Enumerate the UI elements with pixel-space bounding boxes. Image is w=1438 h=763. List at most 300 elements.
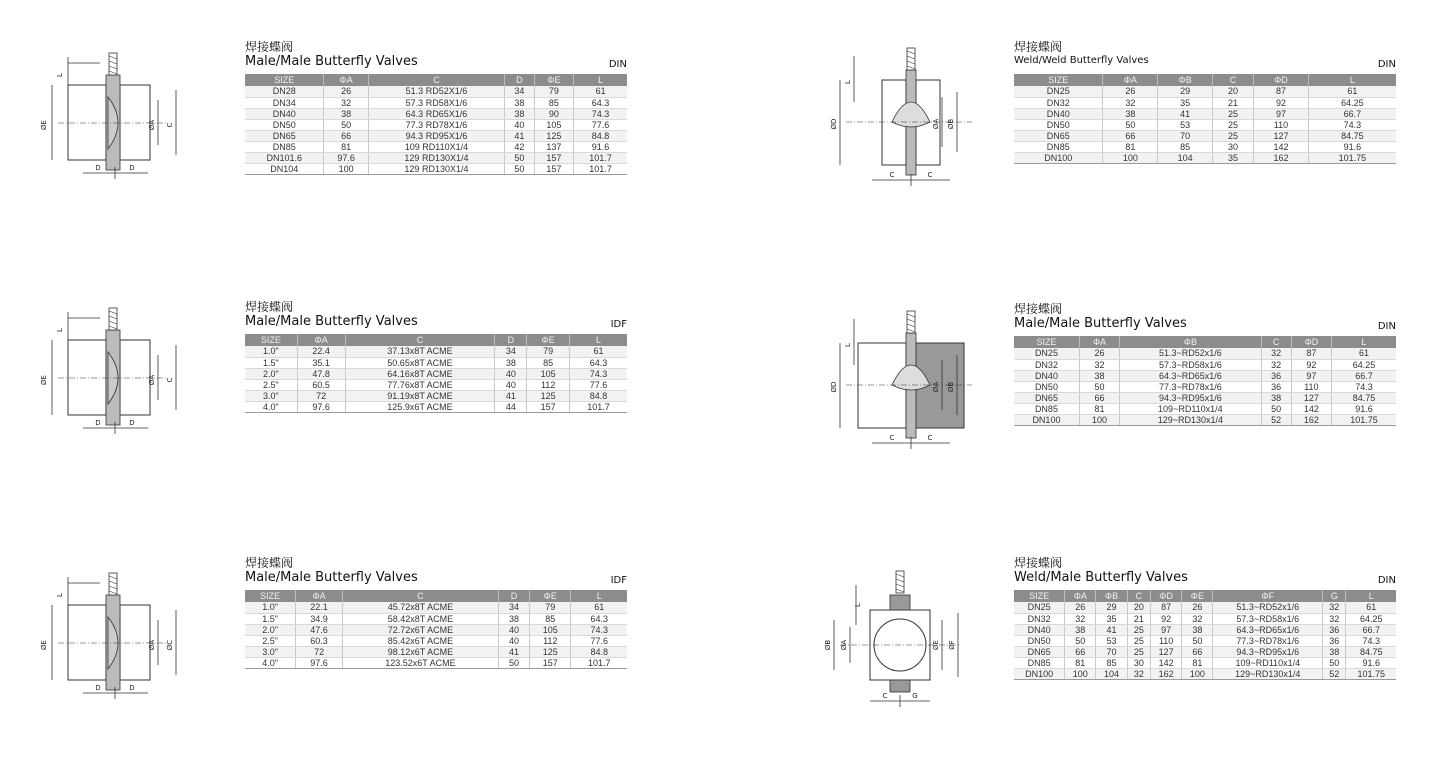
table-cell: DN100 [1014, 668, 1065, 679]
column-header: ΦE [534, 74, 574, 86]
column-header: L [571, 590, 627, 602]
table-cell: 79 [534, 86, 574, 97]
spec-block [1014, 302, 1396, 426]
table-cell: 58.42x8T ACME [342, 613, 498, 624]
column-header: ΦA [324, 74, 368, 86]
table-cell: DN101.6 [245, 152, 324, 163]
table-cell: 34 [498, 602, 529, 613]
table-cell: 40 [495, 368, 527, 379]
table-cell: 45.72x8T ACME [342, 602, 498, 613]
table-cell: 77.6 [574, 119, 627, 130]
table-cell: 4.0" [245, 657, 296, 668]
dimension-label: L [844, 343, 852, 347]
drawing-svg [832, 42, 982, 187]
column-header: L [1332, 336, 1396, 348]
table-cell: DN25 [1014, 602, 1065, 613]
table-cell: 66.7 [1346, 624, 1396, 635]
header-row [245, 590, 627, 602]
table-cell: 100 [1103, 152, 1158, 163]
column-header: ΦD [1291, 336, 1331, 348]
title-english: Male/Male Butterfly Valves [245, 54, 418, 69]
dimension-label: ØF [948, 640, 956, 650]
table-row [245, 646, 627, 657]
table-cell: 2.0" [245, 624, 296, 635]
table-cell: 29 [1158, 86, 1213, 97]
table-cell: 41 [505, 130, 535, 141]
column-header: ΦE [527, 334, 570, 346]
table-cell: 25 [1127, 635, 1150, 646]
column-header: ΦA [296, 590, 343, 602]
table-cell: 35 [1158, 97, 1213, 108]
table-row [245, 152, 627, 163]
block-title [245, 556, 627, 590]
table-cell: 32 [1127, 668, 1150, 679]
dimension-label: C [889, 434, 895, 442]
table-cell: DN85 [245, 141, 324, 152]
valve-body-right [120, 340, 150, 415]
column-header: L [574, 74, 627, 86]
table-cell: 91.19x8T ACME [345, 390, 495, 401]
column-header: SIZE [245, 590, 296, 602]
table-cell: 125 [530, 646, 571, 657]
dimension-label: C [166, 377, 174, 383]
table-cell: 157 [534, 163, 574, 174]
table-cell: 110 [1291, 381, 1331, 392]
table-cell: 125.9x6T ACME [345, 401, 495, 412]
table-cell: 92 [1254, 97, 1309, 108]
spec-table [245, 590, 627, 669]
table-cell: 74.3 [1308, 119, 1396, 130]
table-cell: 101.75 [1346, 668, 1396, 679]
table-cell: 92 [1151, 613, 1182, 624]
table-cell: 97.6 [324, 152, 368, 163]
table-cell: 162 [1254, 152, 1309, 163]
table-cell: 4.0" [245, 401, 297, 412]
column-header: D [505, 74, 535, 86]
table-cell: 64.3 [574, 97, 627, 108]
title-english: Weld/Weld Butterfly Valves [1014, 55, 1149, 66]
table-row [245, 401, 627, 412]
header-row [245, 334, 627, 346]
table-row [1014, 668, 1396, 679]
table-cell: 77.6 [571, 635, 627, 646]
column-header: ΦA [1103, 74, 1158, 86]
table-cell: 38 [495, 357, 527, 368]
table-row [245, 108, 627, 119]
valve-foot [890, 680, 910, 692]
standard-label: DIN [1377, 59, 1396, 70]
standard-label: IDF [610, 575, 627, 586]
table-cell: 77.3 RD78X1/6 [368, 119, 504, 130]
table-cell: 36 [1323, 635, 1346, 646]
table-cell: 50.65x8T ACME [345, 357, 495, 368]
table-cell: 77.76x8T ACME [345, 379, 495, 390]
table-row [245, 624, 627, 635]
table-cell: 70 [1158, 130, 1213, 141]
table-cell: 64.3~RD65x1/6 [1213, 624, 1323, 635]
table-cell: 57.3 RD58X1/6 [368, 97, 504, 108]
table-cell: 101.7 [571, 657, 627, 668]
dimension-label: D [129, 684, 135, 692]
column-header: ΦD [1254, 74, 1309, 86]
table-cell: 101.75 [1332, 414, 1396, 425]
table-cell: 22.1 [296, 602, 343, 613]
dimension-label: D [129, 419, 135, 427]
table-cell: 85 [530, 613, 571, 624]
dimension-label: L [854, 603, 862, 607]
standard-label: DIN [1377, 575, 1396, 586]
table-cell: 60.5 [297, 379, 345, 390]
table-cell: 77.3~RD78x1/6 [1213, 635, 1323, 646]
table-cell: 72.72x6T ACME [342, 624, 498, 635]
table-cell: 34 [505, 86, 535, 97]
table-cell: 81 [1182, 657, 1213, 668]
dimension-label: D [95, 684, 101, 692]
table-cell: 50 [505, 152, 535, 163]
table-cell: 36 [1261, 381, 1291, 392]
table-cell: 30 [1213, 141, 1254, 152]
table-cell: 74.3 [569, 368, 627, 379]
header-row [245, 74, 627, 86]
table-cell: 85 [527, 357, 570, 368]
dimension-label: ØA [840, 639, 848, 651]
table-cell: 26 [1182, 602, 1213, 613]
table-cell: 109~RD110x1/4 [1213, 657, 1323, 668]
column-header: G [1323, 590, 1346, 602]
table-cell: 38 [1103, 108, 1158, 119]
table-cell: 32 [324, 97, 368, 108]
header-row [1014, 74, 1396, 86]
table-cell: 91.6 [574, 141, 627, 152]
table-cell: 85 [1158, 141, 1213, 152]
table-cell: 25 [1213, 119, 1254, 130]
column-header: SIZE [245, 334, 297, 346]
table-cell: 101.7 [574, 152, 627, 163]
table-row [1014, 359, 1396, 370]
spec-table [1014, 336, 1396, 426]
valve-neck [890, 595, 910, 610]
table-cell: 40 [505, 119, 535, 130]
table-cell: 112 [527, 379, 570, 390]
table-cell: DN65 [1014, 130, 1103, 141]
table-cell: 81 [1079, 403, 1119, 414]
table-cell: 61 [1332, 348, 1396, 359]
column-header: ΦD [1151, 590, 1182, 602]
table-cell: 66 [1065, 646, 1096, 657]
table-row [1014, 403, 1396, 414]
block-title [245, 300, 627, 334]
title-english: Male/Male Butterfly Valves [1014, 316, 1187, 331]
table-row [1014, 613, 1396, 624]
table-cell: 74.3 [571, 624, 627, 635]
spec-block [1014, 40, 1396, 164]
table-cell: 38 [1261, 392, 1291, 403]
table-cell: 2.5" [245, 379, 297, 390]
column-header: C [1127, 590, 1150, 602]
table-row [1014, 130, 1396, 141]
table-cell: 41 [498, 646, 529, 657]
table-cell: 74.3 [1346, 635, 1396, 646]
table-row [245, 86, 627, 97]
table-cell: 40 [495, 379, 527, 390]
dimension-label: ØD [830, 118, 838, 130]
table-cell: 84.8 [569, 390, 627, 401]
table-cell: 1.5" [245, 357, 297, 368]
table-cell: 50 [1079, 381, 1119, 392]
table-cell: DN50 [1014, 635, 1065, 646]
table-cell: 127 [1254, 130, 1309, 141]
table-cell: 101.75 [1308, 152, 1396, 163]
table-cell: 51.3~RD52x1/6 [1120, 348, 1261, 359]
column-header: L [1346, 590, 1396, 602]
table-row [1014, 414, 1396, 425]
table-cell: DN100 [1014, 152, 1103, 163]
table-row [245, 141, 627, 152]
table-cell: 104 [1158, 152, 1213, 163]
table-cell: 87 [1151, 602, 1182, 613]
spec-table [245, 74, 627, 175]
table-cell: 109~RD110x1/4 [1120, 403, 1261, 414]
table-cell: 105 [534, 119, 574, 130]
table-cell: 38 [1079, 370, 1119, 381]
table-cell: 66 [1103, 130, 1158, 141]
table-cell: 142 [1254, 141, 1309, 152]
table-cell: 70 [1096, 646, 1127, 657]
table-cell: 81 [1103, 141, 1158, 152]
table-cell: 47.8 [297, 368, 345, 379]
table-cell: 25 [1213, 130, 1254, 141]
table-cell: 110 [1151, 635, 1182, 646]
table-cell: 87 [1291, 348, 1331, 359]
table-cell: DN40 [245, 108, 324, 119]
title-chinese: 焊接蝶阀 [245, 556, 294, 570]
table-cell: DN32 [1014, 613, 1065, 624]
table-cell: 52 [1323, 668, 1346, 679]
table-cell: 100 [1065, 668, 1096, 679]
column-header: C [1261, 336, 1291, 348]
column-header: ΦF [1213, 590, 1323, 602]
column-header: SIZE [1014, 336, 1079, 348]
table-cell: 125 [527, 390, 570, 401]
table-cell: 25 [1213, 108, 1254, 119]
table-cell: 97 [1291, 370, 1331, 381]
table-cell: 50 [1323, 657, 1346, 668]
column-header: C [1213, 74, 1254, 86]
table-cell: 26 [1103, 86, 1158, 97]
table-cell: 42 [505, 141, 535, 152]
table-cell: 81 [1065, 657, 1096, 668]
table-cell: 34 [495, 346, 527, 357]
table-cell: 100 [1079, 414, 1119, 425]
spec-block [245, 300, 627, 413]
table-cell: DN32 [1014, 359, 1079, 370]
table-cell: 29 [1096, 602, 1127, 613]
table-cell: 1.5" [245, 613, 296, 624]
dimension-label: D [95, 419, 101, 427]
table-cell: 64.25 [1332, 359, 1396, 370]
drawing-svg [38, 565, 188, 710]
dimension-label: ØE [40, 120, 48, 130]
table-cell: 84.8 [571, 646, 627, 657]
table-cell: 77.6 [569, 379, 627, 390]
dimension-label: L [56, 593, 64, 597]
table-row [1014, 646, 1396, 657]
table-cell: 50 [324, 119, 368, 130]
table-row [245, 97, 627, 108]
table-cell: 21 [1213, 97, 1254, 108]
table-row [1014, 381, 1396, 392]
table-row [245, 379, 627, 390]
table-cell: 98.12x6T ACME [342, 646, 498, 657]
dimension-label: C [166, 122, 174, 128]
dimension-label: ØE [40, 375, 48, 385]
table-cell: 41 [1096, 624, 1127, 635]
table-cell: 41 [1158, 108, 1213, 119]
table-cell: 91.6 [1308, 141, 1396, 152]
table-row [245, 602, 627, 613]
table-cell: DN85 [1014, 403, 1079, 414]
table-cell: 3.0" [245, 646, 296, 657]
table-cell: 38 [1065, 624, 1096, 635]
table-cell: 61 [1308, 86, 1396, 97]
table-row [245, 390, 627, 401]
table-cell: 129 RD130X1/4 [368, 163, 504, 174]
table-cell: 91.6 [1332, 403, 1396, 414]
table-cell: 105 [527, 368, 570, 379]
dimension-label: ØB [824, 639, 832, 651]
table-cell: 97.6 [296, 657, 343, 668]
title-english: Weld/Male Butterfly Valves [1014, 570, 1188, 585]
table-cell: 61 [569, 346, 627, 357]
table-cell: 50 [1261, 403, 1291, 414]
table-row [245, 119, 627, 130]
table-cell: 127 [1151, 646, 1182, 657]
table-cell: 66 [1079, 392, 1119, 403]
table-cell: 53 [1096, 635, 1127, 646]
dimension-label: C [889, 171, 895, 179]
spec-table [245, 334, 627, 413]
table-cell: 64.16x8T ACME [345, 368, 495, 379]
table-cell: 112 [530, 635, 571, 646]
table-cell: DN85 [1014, 657, 1065, 668]
table-cell: 21 [1127, 613, 1150, 624]
table-cell: 101.7 [574, 163, 627, 174]
table-cell: 72 [296, 646, 343, 657]
table-cell: 66 [1182, 646, 1213, 657]
valve-drawing [832, 42, 982, 187]
table-row [245, 613, 627, 624]
dimension-label: G [912, 692, 918, 700]
table-cell: 47.6 [296, 624, 343, 635]
table-cell: 52 [1261, 414, 1291, 425]
table-cell: 40 [498, 635, 529, 646]
table-cell: DN32 [1014, 97, 1103, 108]
table-cell: 38 [505, 97, 535, 108]
table-cell: DN50 [1014, 381, 1079, 392]
dimension-label: ØB [947, 381, 955, 393]
dimension-label: ØD [830, 381, 838, 393]
table-cell: 64.3 [569, 357, 627, 368]
table-cell: DN40 [1014, 108, 1103, 119]
table-cell: 38 [324, 108, 368, 119]
table-cell: 20 [1127, 602, 1150, 613]
table-cell: 104 [1096, 668, 1127, 679]
table-cell: 84.75 [1308, 130, 1396, 141]
table-cell: 32 [1261, 359, 1291, 370]
table-cell: 32 [1103, 97, 1158, 108]
column-header: C [368, 74, 504, 86]
column-header: ΦA [1079, 336, 1119, 348]
table-cell: 66.7 [1332, 370, 1396, 381]
table-cell: 57.3~RD58x1/6 [1120, 359, 1261, 370]
table-row [1014, 635, 1396, 646]
table-cell: 35 [1213, 152, 1254, 163]
table-cell: 91.6 [1346, 657, 1396, 668]
table-cell: 1.0" [245, 346, 297, 357]
dimension-label: D [129, 164, 135, 172]
table-cell: 90 [534, 108, 574, 119]
table-cell: 97.6 [297, 401, 345, 412]
table-cell: 92 [1291, 359, 1331, 370]
table-cell: 38 [498, 613, 529, 624]
dimension-label: L [56, 328, 64, 332]
spec-block [245, 40, 627, 175]
table-cell: 50 [1182, 635, 1213, 646]
dimension-label: ØE [40, 640, 48, 650]
table-cell: 64.3 [571, 613, 627, 624]
table-cell: 84.75 [1346, 646, 1396, 657]
dimension-label: ØA [932, 118, 940, 130]
table-cell: 34.9 [296, 613, 343, 624]
table-cell: 64.3 RD65X1/6 [368, 108, 504, 119]
table-cell: DN65 [1014, 646, 1065, 657]
dimension-label: ØA [148, 374, 156, 386]
table-cell: 85 [534, 97, 574, 108]
table-cell: 41 [495, 390, 527, 401]
table-cell: 40 [498, 624, 529, 635]
valve-body-left [68, 85, 106, 160]
table-cell: 157 [527, 401, 570, 412]
table-cell: 100 [324, 163, 368, 174]
table-cell: 3.0" [245, 390, 297, 401]
table-cell: DN50 [1014, 119, 1103, 130]
table-cell: 25 [1127, 624, 1150, 635]
drawing-svg [832, 305, 982, 450]
table-row [245, 368, 627, 379]
column-header: C [342, 590, 498, 602]
table-row [1014, 624, 1396, 635]
spec-block [1014, 556, 1396, 680]
dimension-label: D [95, 164, 101, 172]
column-header: SIZE [1014, 74, 1103, 86]
table-cell: 66.7 [1308, 108, 1396, 119]
table-cell: 123.52x6T ACME [342, 657, 498, 668]
dimension-label: ØB [947, 118, 955, 130]
block-title [1014, 556, 1396, 590]
valve-drawing [38, 300, 188, 445]
table-cell: 64.25 [1346, 613, 1396, 624]
header-row [1014, 590, 1396, 602]
header-row [1014, 336, 1396, 348]
table-cell: 94.3 RD95X1/6 [368, 130, 504, 141]
table-row [1014, 141, 1396, 152]
table-cell: 26 [1065, 602, 1096, 613]
table-cell: 84.8 [574, 130, 627, 141]
table-cell: 101.7 [569, 401, 627, 412]
table-cell: 50 [505, 163, 535, 174]
table-cell: 32 [1323, 602, 1346, 613]
table-cell: 127 [1291, 392, 1331, 403]
